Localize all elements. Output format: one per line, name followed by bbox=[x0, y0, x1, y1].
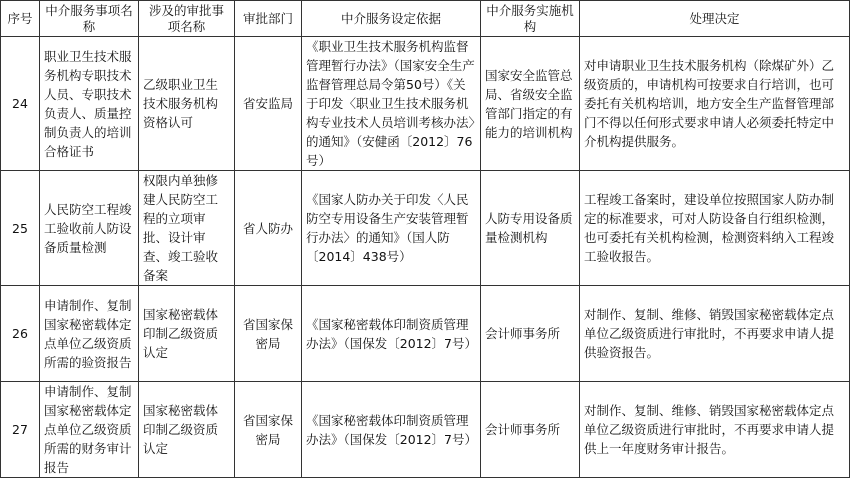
row-number: 24 bbox=[1, 37, 40, 171]
service-name: 人民防空工程竣工验收前人防设备质量检测 bbox=[40, 171, 139, 286]
header-basis: 中介服务设定依据 bbox=[302, 1, 481, 37]
approval-item: 国家秘密载体印制乙级资质认定 bbox=[139, 382, 235, 478]
service-basis: 《职业卫生技术服务机构监督管理暂行办法》（国家安全生产监督管理总局令第50号）《关于印发〈职业卫生技术服务机构专业技术人员培训考核办法〉的通知》（安健函〔2012〕76号） bbox=[302, 37, 481, 171]
row-number: 27 bbox=[1, 382, 40, 478]
service-basis: 《国家人防办关于印发〈人民防空专用设备生产安装管理暂行办法〉的通知》（国人防〔2014〕438号） bbox=[302, 171, 481, 286]
approval-item: 乙级职业卫生技术服务机构资格认可 bbox=[139, 37, 235, 171]
header-approval-item: 涉及的审批事项名称 bbox=[139, 1, 235, 37]
table-row bbox=[1, 286, 850, 382]
table-row bbox=[1, 382, 850, 478]
decision: 对制作、复制、维修、销毁国家秘密载体定点单位乙级资质进行审批时，不再要求申请人提供上一年度财务审计报告。 bbox=[580, 382, 850, 478]
header-organization: 中介服务实施机构 bbox=[481, 1, 580, 37]
service-organization: 人防专用设备质量检测机构 bbox=[481, 171, 580, 286]
decision: 对制作、复制、维修、销毁国家秘密载体定点单位乙级资质进行审批时，不再要求申请人提供验资报告。 bbox=[580, 286, 850, 382]
service-name: 申请制作、复制国家秘密载体定点单位乙级资质所需的财务审计报告 bbox=[40, 382, 139, 478]
service-name: 申请制作、复制国家秘密载体定点单位乙级资质所需的验资报告 bbox=[40, 286, 139, 382]
service-organization: 会计师事务所 bbox=[481, 286, 580, 382]
service-organization: 国家安全监管总局、省级安全监管部门指定的有能力的培训机构 bbox=[481, 37, 580, 171]
approval-item: 国家秘密载体印制乙级资质认定 bbox=[139, 286, 235, 382]
row-number: 26 bbox=[1, 286, 40, 382]
header-department: 审批部门 bbox=[235, 1, 302, 37]
header-no: 序号 bbox=[1, 1, 40, 37]
table-row bbox=[1, 171, 850, 286]
row-number: 25 bbox=[1, 171, 40, 286]
decision: 工程竣工备案时，建设单位按照国家人防办制定的标准要求，可对人防设备自行组织检测，也可委托有关机构检测，检测资料纳入工程竣工验收报告。 bbox=[580, 171, 850, 286]
decision: 对申请职业卫生技术服务机构（除煤矿外）乙级资质的，申请机构可按要求自行培训，也可委托有关机构培训，地方安全生产监督管理部门不得以任何形式要求申请人必须委托特定中介机构提供服务。 bbox=[580, 37, 850, 171]
approval-department: 省国家保密局 bbox=[235, 286, 302, 382]
header-row bbox=[1, 1, 850, 37]
service-basis: 《国家秘密载体印制资质管理办法》（国保发〔2012〕7号） bbox=[302, 382, 481, 478]
approval-department: 省安监局 bbox=[235, 37, 302, 171]
approval-department: 省人防办 bbox=[235, 171, 302, 286]
service-basis: 《国家秘密载体印制资质管理办法》（国保发〔2012〕7号） bbox=[302, 286, 481, 382]
approval-item: 权限内单独修建人民防空工程的立项审批、设计审查、竣工验收备案 bbox=[139, 171, 235, 286]
header-service: 中介服务事项名称 bbox=[40, 1, 139, 37]
service-organization: 会计师事务所 bbox=[481, 382, 580, 478]
service-name: 职业卫生技术服务机构专职技术人员、专职技术负责人、质量控制负责人的培训合格证书 bbox=[40, 37, 139, 171]
table-row bbox=[1, 37, 850, 171]
approval-department: 省国家保密局 bbox=[235, 382, 302, 478]
header-decision: 处理决定 bbox=[580, 1, 850, 37]
